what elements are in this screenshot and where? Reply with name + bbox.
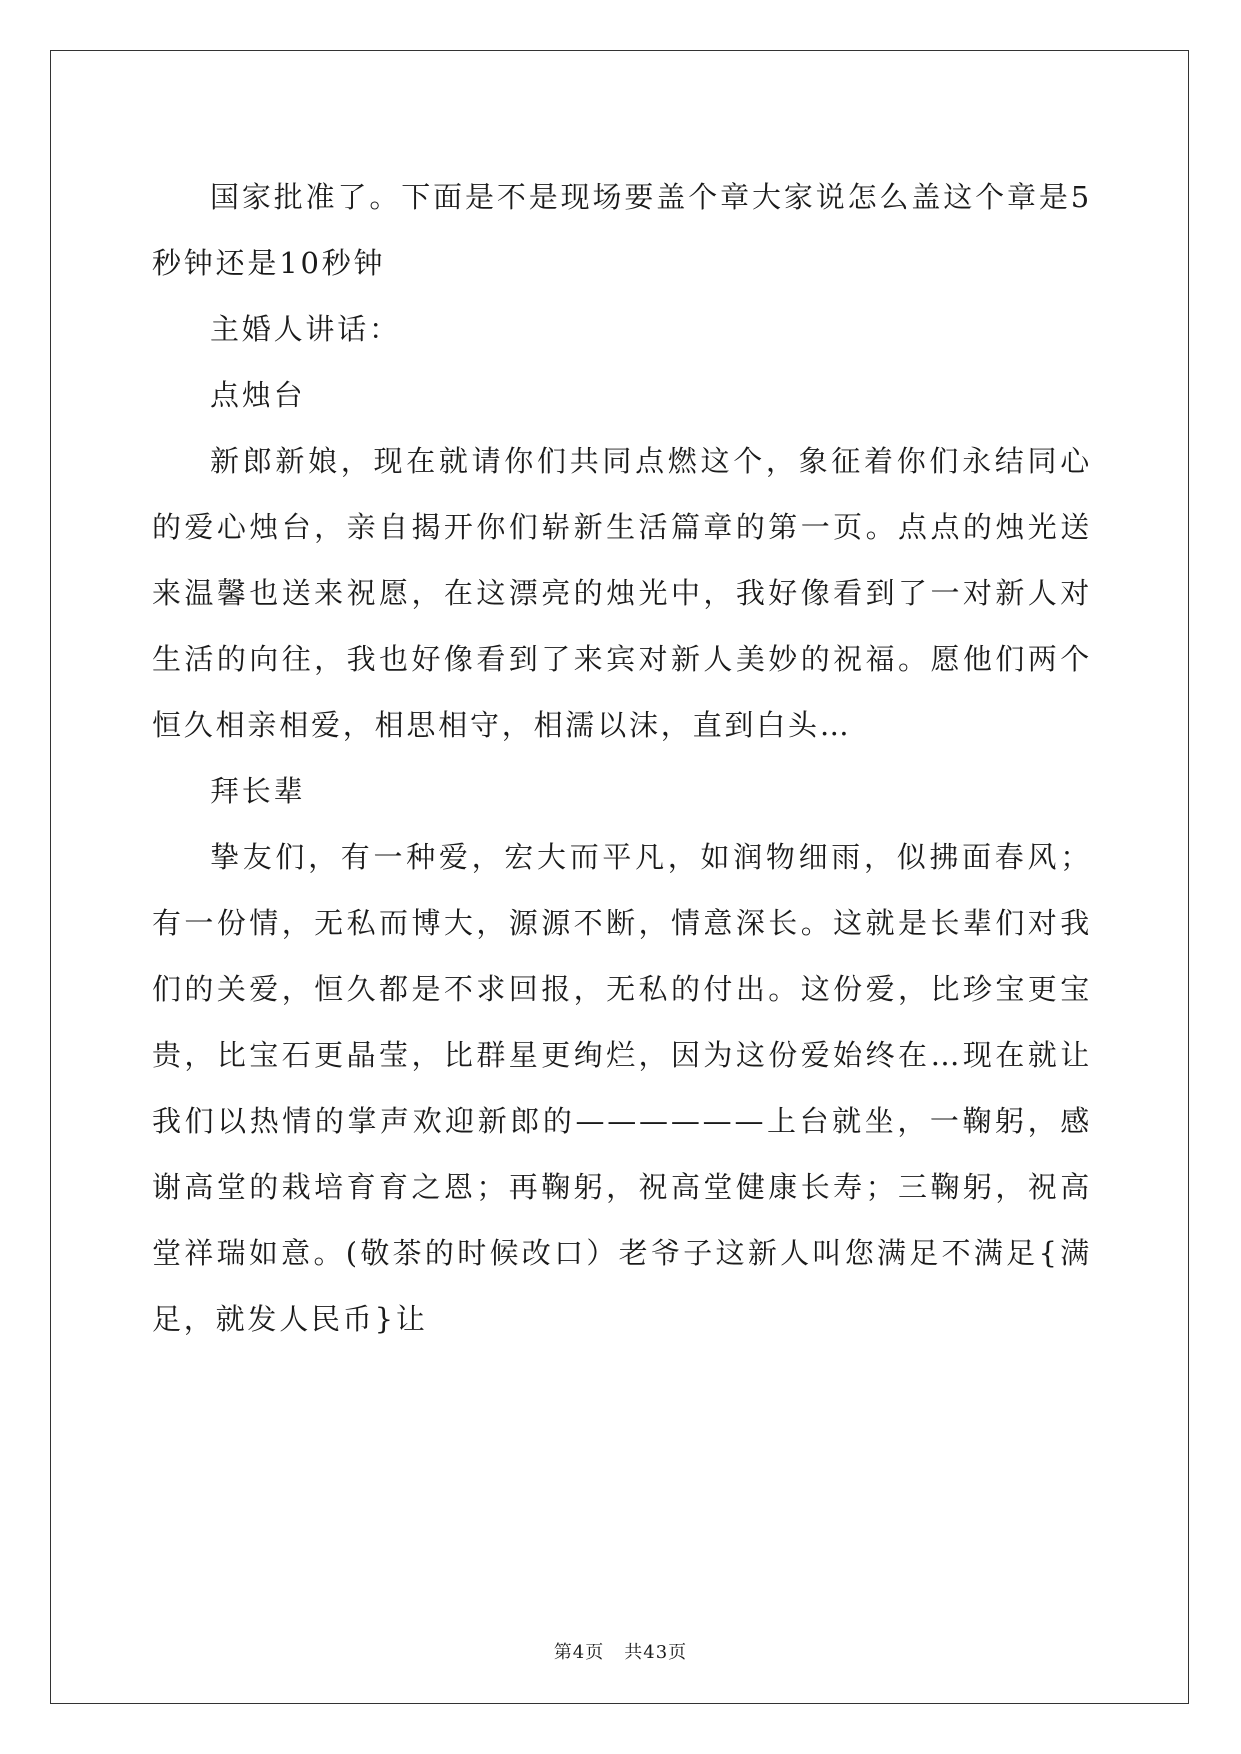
paragraph-candle-ceremony: 新郎新娘，现在就请你们共同点燃这个，象征着你们永结同心的爱心烛台，亲自揭开你们崭新生活篇章的第一页。点点的烛光送来温馨也送来祝愿，在这漂亮的烛光中，我好像看到了一对新人对生活的向往，我也好像看到了来宾对新人美妙的祝福。愿他们两个恒久相亲相爱，相思相守，相濡以沫，直到白头… [152,444,1092,742]
heading-officiant-speech: 主婚人讲话： [210,312,401,346]
heading-light-candles: 点烛台 [210,378,306,412]
paragraph-elders-speech: 挚友们，有一种爱，宏大而平凡，如润物细雨，似拂面春风；有一份情，无私而博大，源源不断，情意深长。这就是长辈们对我们的关爱，恒久都是不求回报，无私的付出。这份爱，比珍宝更宝贵，比宝石更晶莹，比群星更绚烂，因为这份爱始终在…现在就让我们以热情的掌声欢迎新郎的——————上台就坐，一鞠躬，感谢高堂的栽培育育之恩；再鞠躬，祝高堂健康长寿；三鞠躬，祝高堂祥瑞如意。(敬茶的时候改口）老爷子这新人叫您满足不满足{满足，就发人民币}让 [152,840,1092,1336]
page-total: 共43页 [624,1642,688,1663]
page-number: 第4页 [553,1642,605,1663]
paragraph-approval: 国家批准了。下面是不是现场要盖个章大家说怎么盖这个章是5秒钟还是10秒钟 [152,180,1092,280]
page-footer [0,1638,1241,1664]
document-body [152,164,1092,1352]
heading-honor-elders: 拜长辈 [210,774,306,808]
